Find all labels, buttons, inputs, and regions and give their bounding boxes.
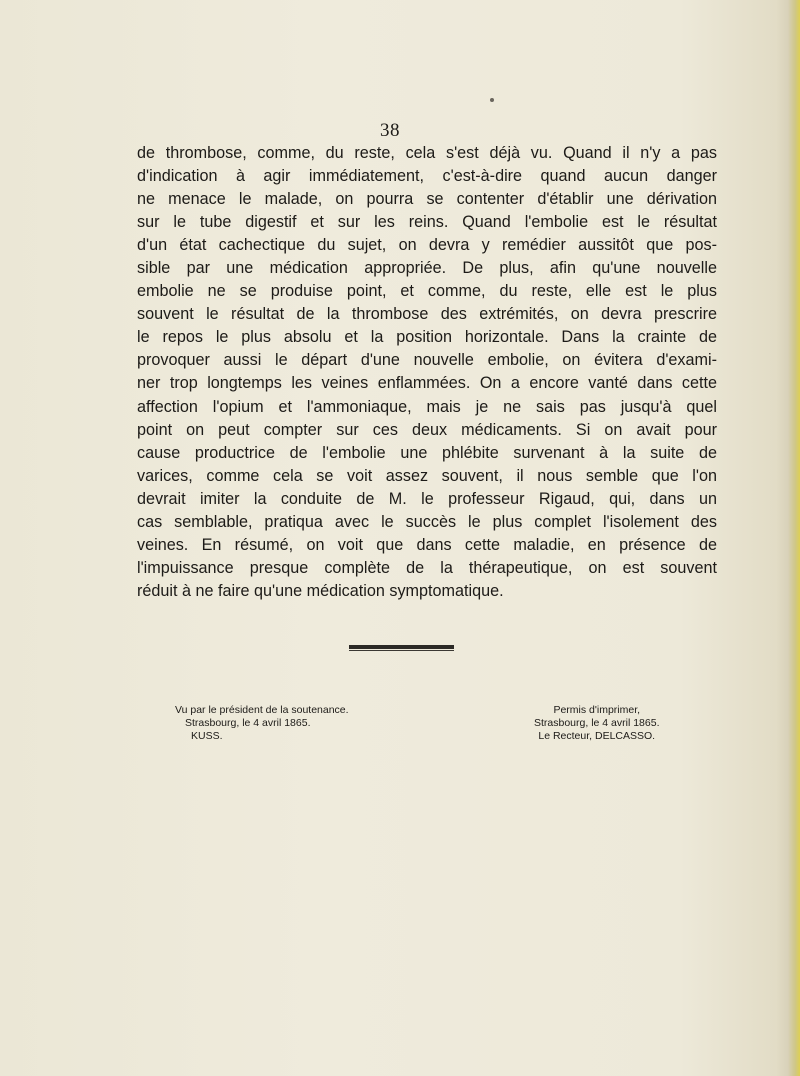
page-edge-shadow	[788, 0, 800, 1076]
text-line: point on peut compter sur ces deux médicaments. Si on avait pour	[137, 420, 717, 439]
text-line: sible par une médication appropriée. De plus, afin qu'une nouvelle	[137, 259, 717, 278]
approval-president	[175, 704, 349, 743]
text-line: affection l'opium et l'ammoniaque, mais je ne sais pas jusqu'à quel	[137, 397, 717, 416]
ink-speck	[490, 98, 494, 102]
end-rule-thick	[349, 645, 454, 649]
text-line: ner trop longtemps les veines enflammées. On a encore vanté dans cette	[137, 374, 717, 393]
approval-rector-signature: Le Recteur, DELCASSO.	[538, 730, 656, 742]
approval-rector	[534, 704, 660, 743]
text-line: souvent le résultat de la thrombose des extrémités, on devra prescrire	[137, 305, 717, 324]
approval-president-title: Vu par le président de la soutenance.	[175, 704, 349, 716]
text-line: provoquer aussi le départ d'une nouvelle embolie, on évitera d'exami-	[137, 351, 717, 370]
text-line: veines. En résumé, on voit que dans cette maladie, en présence de	[137, 535, 717, 554]
text-line: cause productrice de l'embolie une phlébite survenant à la suite de	[137, 443, 717, 462]
end-rule-thin	[349, 650, 454, 651]
approval-president-date: Strasbourg, le 4 avril 1865.	[185, 717, 311, 729]
text-line: sur le tube digestif et sur les reins. Quand l'embolie est le résultat	[137, 213, 717, 232]
text-line: devrait imiter la conduite de M. le professeur Rigaud, qui, dans un	[137, 489, 717, 508]
text-line: l'impuissance presque complète de la thérapeutique, on est souvent	[137, 558, 717, 577]
page-number: 38	[380, 120, 400, 141]
text-line: varices, comme cela se voit assez souvent, il nous semble que l'on	[137, 466, 717, 485]
body-paragraph	[137, 142, 717, 603]
text-line: embolie ne se produise point, et comme, du reste, elle est le plus	[137, 282, 717, 301]
text-line: cas semblable, pratiqua avec le succès le plus complet l'isolement des	[137, 512, 717, 531]
text-line: ne menace le malade, on pourra se contenter d'établir une dérivation	[137, 190, 717, 209]
text-line: le repos le plus absolu et la position horizontale. Dans la crainte de	[137, 328, 717, 347]
approval-rector-title: Permis d'imprimer,	[553, 704, 641, 716]
text-line: de thrombose, comme, du reste, cela s'est déjà vu. Quand il n'y a pas	[137, 144, 717, 162]
text-line: d'indication à agir immédiatement, c'est-à-dire quand aucun danger	[137, 167, 717, 186]
approval-rector-date: Strasbourg, le 4 avril 1865.	[534, 717, 660, 729]
text-line: d'un état cachectique du sujet, on devra y remédier aussitôt que pos-	[137, 236, 717, 255]
text-line: réduit à ne faire qu'une médication symptomatique.	[137, 581, 504, 600]
end-rule	[349, 645, 454, 652]
approval-president-signature: KUSS.	[191, 730, 223, 742]
